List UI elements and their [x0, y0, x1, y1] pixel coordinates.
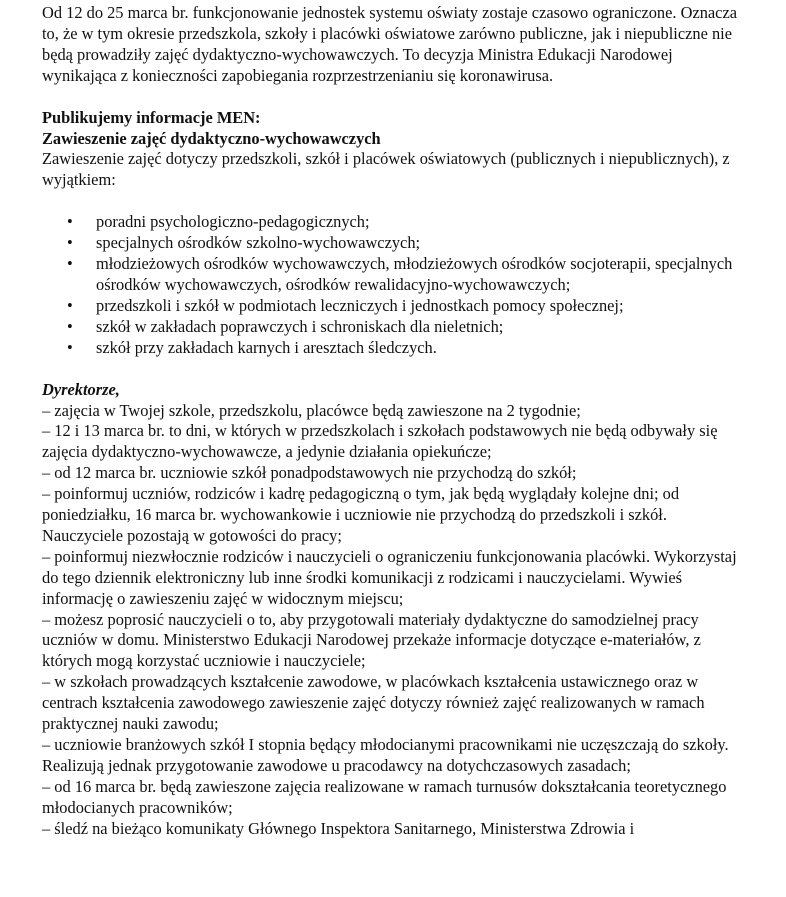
- bullet-icon: •: [67, 212, 73, 232]
- list-item: [42, 317, 742, 338]
- list-item-text: poradni psychologiczno-pedagogicznych;: [96, 212, 370, 232]
- list-item-text: szkół przy zakładach karnych i aresztach śledczych.: [96, 337, 437, 357]
- list-item: [42, 233, 742, 254]
- list-item: [42, 254, 742, 296]
- suspension-intro: Zawieszenie zajęć dotyczy przedszkoli, szkół i placówek oświatowych (publicznych i niepublicznych), z wyjątkiem:: [42, 149, 730, 190]
- directors-heading: Dyrektorze,: [42, 379, 120, 399]
- directors-point: – w szkołach prowadzących kształcenie zawodowe, w placówkach kształcenia ustawicznego oraz w centrach kształcenia zawodowego zawieszenie zajęć dotyczy również zajęć realizowanych w ramach praktycznej nauki zawodu;: [42, 672, 705, 734]
- directors-point: – 12 i 13 marca br. to dni, w których w przedszkolach i szkołach podstawowych nie będą odbywały się zajęcia dydaktyczno-wychowawcze, a jedynie działania opiekuńcze;: [42, 421, 718, 462]
- directors-point: – poinformuj niezwłocznie rodziców i nauczycieli o ograniczeniu funkcjonowania placówki. Wykorzystaj do tego dziennik elektroniczny lub inne środki komunikacji z rodzicami i nauczycielami. Wywieś informację o zawieszeniu zajęć w widocznym miejscu;: [42, 546, 737, 608]
- bullet-icon: •: [67, 254, 73, 274]
- spacer: [42, 359, 742, 380]
- directors-point: – od 16 marca br. będą zawieszone zajęcia realizowane w ramach turnusów dokształcania teoretycznego młodocianych pracowników;: [42, 776, 727, 817]
- list-item-text: młodzieżowych ośrodków wychowawczych, młodzieżowych ośrodków socjoterapii, specjalnych ośrodków wychowawczych, ośrodków rewalidacyjno-wychowawczych;: [96, 254, 733, 294]
- list-item: [42, 338, 742, 359]
- intro-paragraph: Od 12 do 25 marca br. funkcjonowanie jednostek systemu oświaty zostaje czasowo ograniczone. Oznacza to, że w tym okresie przedszkola, szkoły i placówki oświatowe zarówno publiczne, jak i niepubliczne nie będą prowadziły zajęć dydaktyczno-wychowawczych. To decyzja Ministra Edukacji Narodowej wynikająca z konieczności zapobiegania rozprzestrzenianiu się koronawirusa.: [42, 3, 738, 85]
- bullet-icon: •: [67, 295, 73, 315]
- list-item-text: specjalnych ośrodków szkolno-wychowawczych;: [96, 233, 421, 253]
- list-item-text: szkół w zakładach poprawczych i schroniskach dla nieletnich;: [96, 316, 504, 336]
- spacer: [42, 191, 742, 212]
- exceptions-list: [42, 212, 742, 358]
- bullet-icon: •: [67, 233, 73, 253]
- directors-point: – możesz poprosić nauczycieli o to, aby przygotowali materiały dydaktyczne do samodzielnej pracy uczniów w domu. Ministerstwo Edukacji Narodowej przekaże informacje dotyczące e-materiałów, z których mogą korzystać uczniowie i nauczyciele;: [42, 609, 701, 671]
- bullet-icon: •: [67, 337, 73, 357]
- bullet-icon: •: [67, 316, 73, 336]
- directors-point: – uczniowie branżowych szkół I stopnia będący młodocianymi pracownikami nie uczęszczają do szkoły. Realizują jednak przygotowanie zawodowe u pracodawcy na dotychczasowych zasadach;: [42, 735, 729, 775]
- list-item: [42, 212, 742, 233]
- document-page: [42, 3, 742, 840]
- directors-point: – zajęcia w Twojej szkole, przedszkolu, placówce będą zawieszone na 2 tygodnie;: [42, 400, 581, 420]
- list-item-text: przedszkoli i szkół w podmiotach leczniczych i jednostkach pomocy społecznej;: [96, 295, 624, 315]
- spacer: [42, 87, 742, 108]
- list-item: [42, 296, 742, 317]
- directors-point: – poinformuj uczniów, rodziców i kadrę pedagogiczną o tym, jak będą wyglądały kolejne dni; od poniedziałku, 16 marca br. wychowankowie i uczniowie nie przychodzą do przedszkoli i szkół. Nauczyciele pozostają w gotowości do pracy;: [42, 484, 680, 545]
- directors-point: – śledź na bieżąco komunikaty Głównego Inspektora Sanitarnego, Ministerstwa Zdrowia i: [42, 818, 635, 838]
- heading-publish: Publikujemy informacje MEN:: [42, 107, 261, 127]
- directors-point: – od 12 marca br. uczniowie szkół ponadpodstawowych nie przychodzą do szkół;: [42, 463, 577, 483]
- heading-suspension: Zawieszenie zajęć dydaktyczno-wychowawczych: [42, 128, 381, 148]
